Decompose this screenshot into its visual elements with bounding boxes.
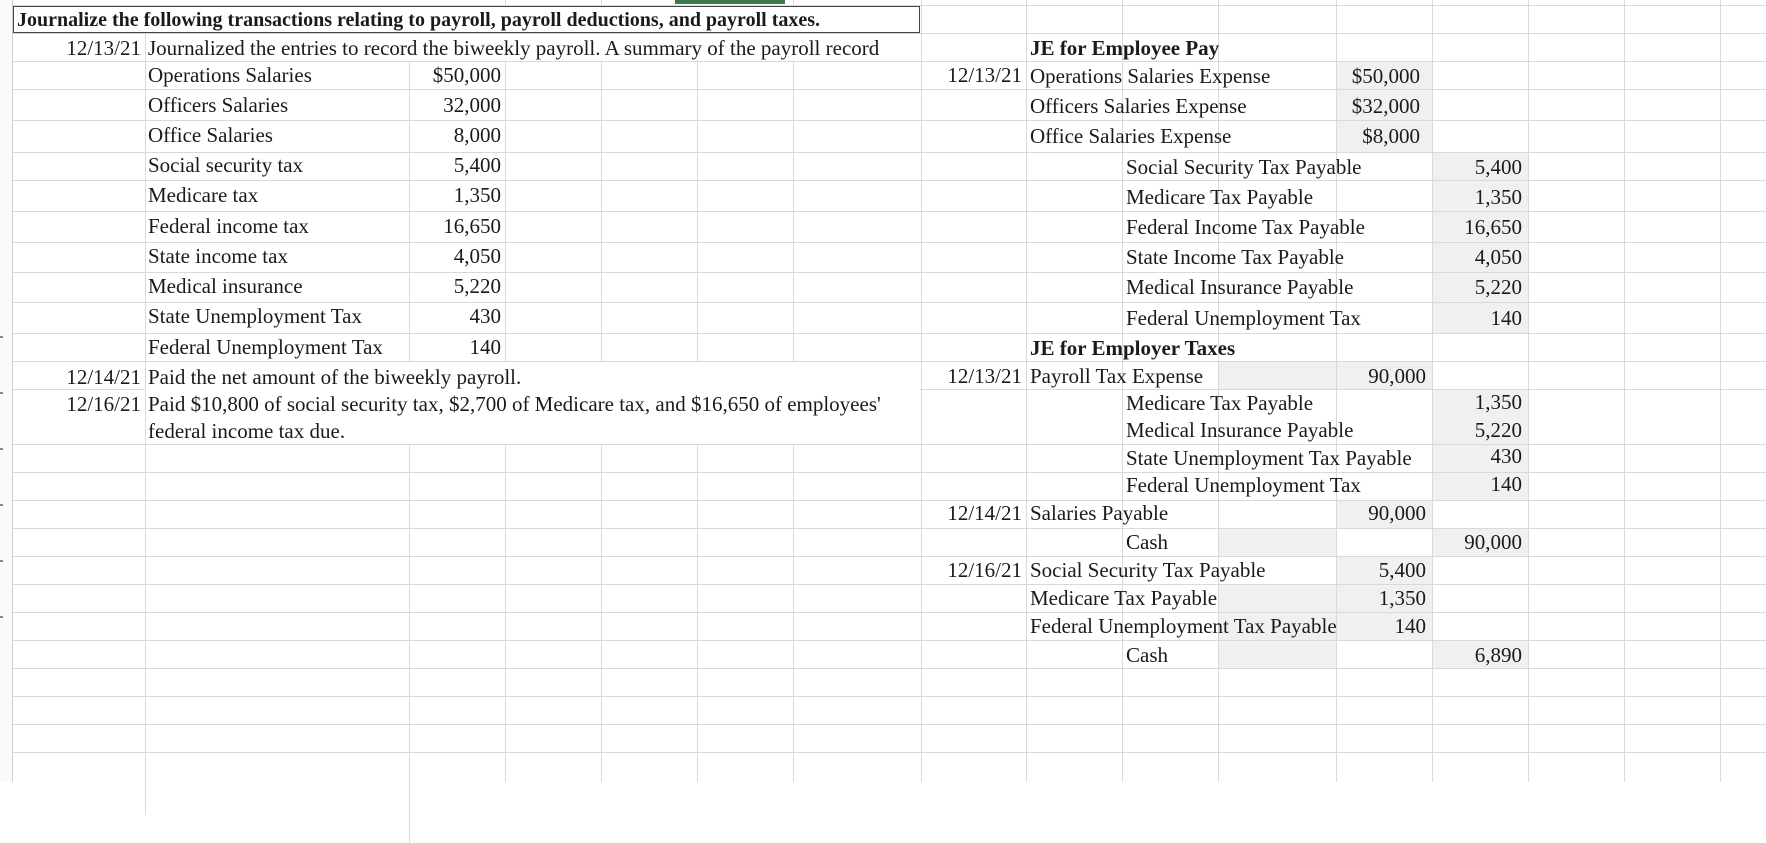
je4-date[interactable]: 12/16/21 bbox=[947, 558, 1022, 582]
summary-value[interactable]: 32,000 bbox=[443, 93, 501, 117]
je1-credit-account[interactable]: Social Security Tax Payable bbox=[1126, 155, 1362, 179]
shade-acct-4b bbox=[1218, 640, 1336, 668]
je3-debit-account[interactable]: Salaries Payable bbox=[1030, 501, 1169, 525]
row-marker bbox=[0, 448, 3, 450]
je1-debit-amount[interactable]: $8,000 bbox=[1362, 124, 1420, 148]
je1-debit-amount[interactable]: $32,000 bbox=[1351, 94, 1420, 118]
row-marker bbox=[0, 616, 3, 618]
grid-row-line bbox=[0, 333, 1766, 334]
je3-credit-amount[interactable]: 90,000 bbox=[1464, 530, 1522, 554]
grid-row-line bbox=[0, 61, 1766, 62]
summary-value[interactable]: 5,220 bbox=[453, 274, 501, 298]
row-marker bbox=[0, 560, 3, 562]
je1-debit-account[interactable]: Operations Salaries Expense bbox=[1030, 64, 1271, 88]
row-header-strip bbox=[0, 0, 13, 782]
summary-value[interactable]: 5,400 bbox=[453, 153, 501, 177]
je1-title[interactable]: JE for Employee Pay bbox=[1030, 36, 1220, 60]
summary-value[interactable]: 4,050 bbox=[453, 244, 501, 268]
summary-label[interactable]: Medical insurance bbox=[148, 274, 303, 298]
summary-value[interactable]: 8,000 bbox=[453, 123, 501, 147]
je1-credit-account[interactable]: Medicare Tax Payable bbox=[1126, 185, 1314, 209]
je1-credit-amount[interactable]: 140 bbox=[1490, 306, 1522, 330]
summary-value[interactable]: 1,350 bbox=[453, 183, 501, 207]
je1-date[interactable]: 12/13/21 bbox=[947, 63, 1022, 87]
grid-col-line bbox=[1026, 0, 1027, 782]
grid-row-line bbox=[0, 302, 1766, 303]
je2-credit-amount[interactable]: 140 bbox=[1490, 472, 1522, 496]
t2-date[interactable]: 12/14/21 bbox=[66, 365, 141, 389]
summary-value[interactable]: 140 bbox=[469, 335, 501, 359]
shade-acct-2 bbox=[1218, 361, 1336, 389]
grid-row-line bbox=[0, 272, 1766, 273]
row-marker bbox=[0, 336, 3, 338]
je4-credit-amount[interactable]: 6,890 bbox=[1474, 643, 1522, 667]
je3-credit-account[interactable]: Cash bbox=[1126, 530, 1168, 554]
grid-row-line bbox=[0, 120, 1766, 121]
je3-date[interactable]: 12/14/21 bbox=[947, 501, 1022, 525]
je1-debit-account[interactable]: Officers Salaries Expense bbox=[1030, 94, 1247, 118]
grid-row-line bbox=[0, 696, 1766, 697]
grid-col-line bbox=[921, 0, 922, 782]
summary-label[interactable]: Officers Salaries bbox=[148, 93, 289, 117]
grid-row-line bbox=[0, 724, 1766, 725]
je2-title[interactable]: JE for Employer Taxes bbox=[1030, 336, 1236, 360]
grid-col-line bbox=[1336, 0, 1337, 782]
instruction-text[interactable]: Journalize the following transactions relating to payroll, payroll deductions, and payroll taxes. bbox=[17, 9, 821, 31]
je2-credit-account[interactable]: Medicare Tax Payable bbox=[1126, 391, 1314, 415]
grid-col-line bbox=[409, 61, 410, 843]
active-column-indicator bbox=[675, 0, 785, 4]
je1-credit-amount[interactable]: 5,400 bbox=[1474, 155, 1522, 179]
je1-credit-account[interactable]: Federal Income Tax Payable bbox=[1126, 215, 1365, 239]
grid-row-line bbox=[0, 752, 1766, 753]
je4-credit-account[interactable]: Cash bbox=[1126, 643, 1168, 667]
summary-label[interactable]: Operations Salaries bbox=[148, 63, 312, 87]
grid-row-line bbox=[0, 668, 1766, 669]
je1-credit-amount[interactable]: 5,220 bbox=[1474, 275, 1522, 299]
je2-date[interactable]: 12/13/21 bbox=[947, 364, 1022, 388]
summary-label[interactable]: Federal Unemployment Tax bbox=[148, 335, 383, 359]
summary-value[interactable]: 430 bbox=[469, 304, 501, 328]
shade-acct-3 bbox=[1218, 528, 1336, 556]
grid-row-line bbox=[0, 640, 1766, 641]
grid-col-line bbox=[1624, 0, 1625, 782]
grid-row-line bbox=[0, 89, 1766, 90]
grid-col-line bbox=[1720, 0, 1721, 782]
je2-credit-amount[interactable]: 5,220 bbox=[1474, 418, 1522, 442]
summary-value[interactable]: 16,650 bbox=[443, 214, 501, 238]
summary-label[interactable]: Federal income tax bbox=[148, 214, 309, 238]
t1-description[interactable]: Journalized the entries to record the biweekly payroll. A summary of the payroll record bbox=[148, 36, 880, 60]
t3-date[interactable]: 12/16/21 bbox=[66, 392, 141, 416]
je2-credit-account[interactable]: Federal Unemployment Tax bbox=[1126, 473, 1361, 497]
je4-debit-account[interactable]: Social Security Tax Payable bbox=[1030, 558, 1266, 582]
je2-credit-amount[interactable]: 1,350 bbox=[1474, 390, 1522, 414]
je1-credit-amount[interactable]: 16,650 bbox=[1464, 215, 1522, 239]
grid-row-line bbox=[0, 528, 1766, 529]
je4-debit-amount[interactable]: 1,350 bbox=[1378, 586, 1426, 610]
summary-label[interactable]: State Unemployment Tax bbox=[148, 304, 362, 328]
je1-debit-amount[interactable]: $50,000 bbox=[1351, 64, 1420, 88]
grid-row-line bbox=[0, 242, 1766, 243]
summary-label[interactable]: State income tax bbox=[148, 244, 288, 268]
t3-description-cont[interactable]: federal income tax due. bbox=[148, 419, 346, 443]
je1-credit-amount[interactable]: 1,350 bbox=[1474, 185, 1522, 209]
summary-label[interactable]: Social security tax bbox=[148, 153, 304, 177]
t1-date[interactable]: 12/13/21 bbox=[66, 36, 141, 60]
je2-debit-amount[interactable]: 90,000 bbox=[1368, 364, 1426, 388]
je1-debit-account[interactable]: Office Salaries Expense bbox=[1030, 124, 1232, 148]
row-marker bbox=[0, 392, 3, 394]
je2-credit-amount[interactable]: 430 bbox=[1490, 444, 1522, 468]
je4-debit-amount[interactable]: 5,400 bbox=[1378, 558, 1426, 582]
grid-row-line bbox=[0, 180, 1766, 181]
je1-credit-account[interactable]: Federal Unemployment Tax bbox=[1126, 306, 1361, 330]
t3-description[interactable]: Paid $10,800 of social security tax, $2,700 of Medicare tax, and $16,650 of employees' bbox=[148, 392, 881, 416]
t2-description[interactable]: Paid the net amount of the biweekly payroll. bbox=[148, 365, 522, 389]
je4-debit-amount[interactable]: 140 bbox=[1394, 614, 1426, 638]
je2-credit-account[interactable]: State Unemployment Tax Payable bbox=[1126, 446, 1412, 470]
grid-row-line bbox=[0, 584, 1766, 585]
grid-col-line bbox=[1528, 0, 1529, 782]
grid-row-line bbox=[0, 500, 1766, 501]
je1-credit-account[interactable]: Medical Insurance Payable bbox=[1126, 275, 1354, 299]
je4-debit-account[interactable]: Federal Unemployment Tax Payable bbox=[1030, 614, 1337, 638]
grid-row-line bbox=[0, 612, 1766, 613]
je2-credit-account[interactable]: Medical Insurance Payable bbox=[1126, 418, 1354, 442]
grid-row-line bbox=[0, 211, 1766, 212]
je3-debit-amount[interactable]: 90,000 bbox=[1368, 501, 1426, 525]
row-marker bbox=[0, 504, 3, 506]
summary-value[interactable]: $50,000 bbox=[432, 63, 501, 87]
grid-row-line bbox=[0, 556, 1766, 557]
summary-label[interactable]: Medicare tax bbox=[148, 183, 259, 207]
je1-credit-account[interactable]: State Income Tax Payable bbox=[1126, 245, 1344, 269]
je1-credit-amount[interactable]: 4,050 bbox=[1474, 245, 1522, 269]
summary-label[interactable]: Office Salaries bbox=[148, 123, 273, 147]
je4-debit-account[interactable]: Medicare Tax Payable bbox=[1030, 586, 1218, 610]
je2-debit-account[interactable]: Payroll Tax Expense bbox=[1030, 364, 1204, 388]
